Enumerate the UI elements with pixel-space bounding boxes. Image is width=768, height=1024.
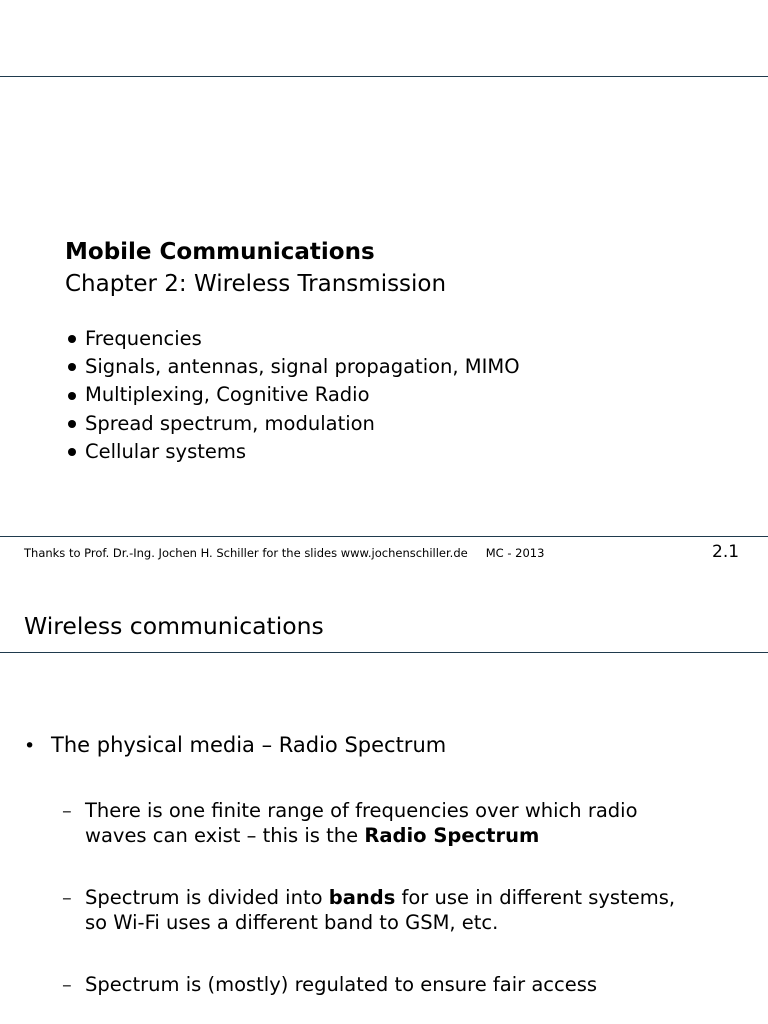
- emphasis-text: bands: [328, 886, 396, 909]
- sub-item-line: Spectrum is divided into: [85, 886, 329, 909]
- bullet-dot-icon: [68, 363, 76, 371]
- topic-item: [65, 438, 520, 466]
- emphasis-text: Radio Spectrum: [364, 824, 540, 847]
- sub-item-bands: [62, 885, 675, 935]
- slide1-footer: [24, 545, 544, 561]
- slide1-title: Mobile Communications: [65, 239, 375, 265]
- sub-item-radio-spectrum: [62, 798, 638, 848]
- sub-item-regulation: [62, 972, 597, 997]
- page-number: 2.1: [712, 542, 740, 562]
- sub-item-line: so Wi-Fi uses a different band to GSM, etc.: [85, 911, 499, 934]
- topic-item: [65, 325, 520, 353]
- sub-item-line: for use in different systems,: [395, 886, 676, 909]
- sub-item-line: There is one finite range of frequencies over which radio: [85, 799, 638, 822]
- topic-item: [65, 410, 520, 438]
- slide1-subtitle: Chapter 2: Wireless Transmission: [65, 271, 447, 297]
- main-bullet: [24, 730, 446, 761]
- sub-item-line: waves can exist – this is the: [85, 824, 365, 847]
- topic-text: Multiplexing, Cognitive Radio: [85, 383, 370, 407]
- main-bullet-text: The physical media – Radio Spectrum: [51, 733, 447, 757]
- dash-icon: –: [62, 973, 72, 996]
- topic-item: [65, 353, 520, 381]
- footer-credit: Thanks to Prof. Dr.-Ing. Jochen H. Schiller for the slides www.jochenschiller.de: [24, 546, 468, 560]
- slide1-footer-rule: [0, 536, 768, 537]
- bullet-dot-icon: [68, 420, 76, 428]
- dash-icon: –: [62, 886, 72, 909]
- bullet-dot-icon: [68, 448, 76, 456]
- topic-item: [65, 381, 520, 409]
- topic-text: Cellular systems: [85, 439, 247, 463]
- bullet-icon: •: [24, 735, 36, 757]
- slide2-title: Wireless communications: [24, 612, 324, 640]
- bullet-dot-icon: [68, 335, 76, 343]
- dash-icon: –: [62, 799, 72, 822]
- topic-text: Spread spectrum, modulation: [85, 411, 375, 435]
- topic-text: Signals, antennas, signal propagation, MIMO: [85, 355, 520, 379]
- topic-list: [65, 325, 520, 466]
- sub-item-line: Spectrum is (mostly) regulated to ensure fair access: [85, 973, 598, 996]
- bullet-dot-icon: [68, 392, 76, 400]
- footer-course: MC - 2013: [485, 546, 545, 560]
- slide1-top-rule: [0, 76, 768, 77]
- topic-text: Frequencies: [85, 327, 202, 350]
- slide2-title-rule: [0, 652, 768, 653]
